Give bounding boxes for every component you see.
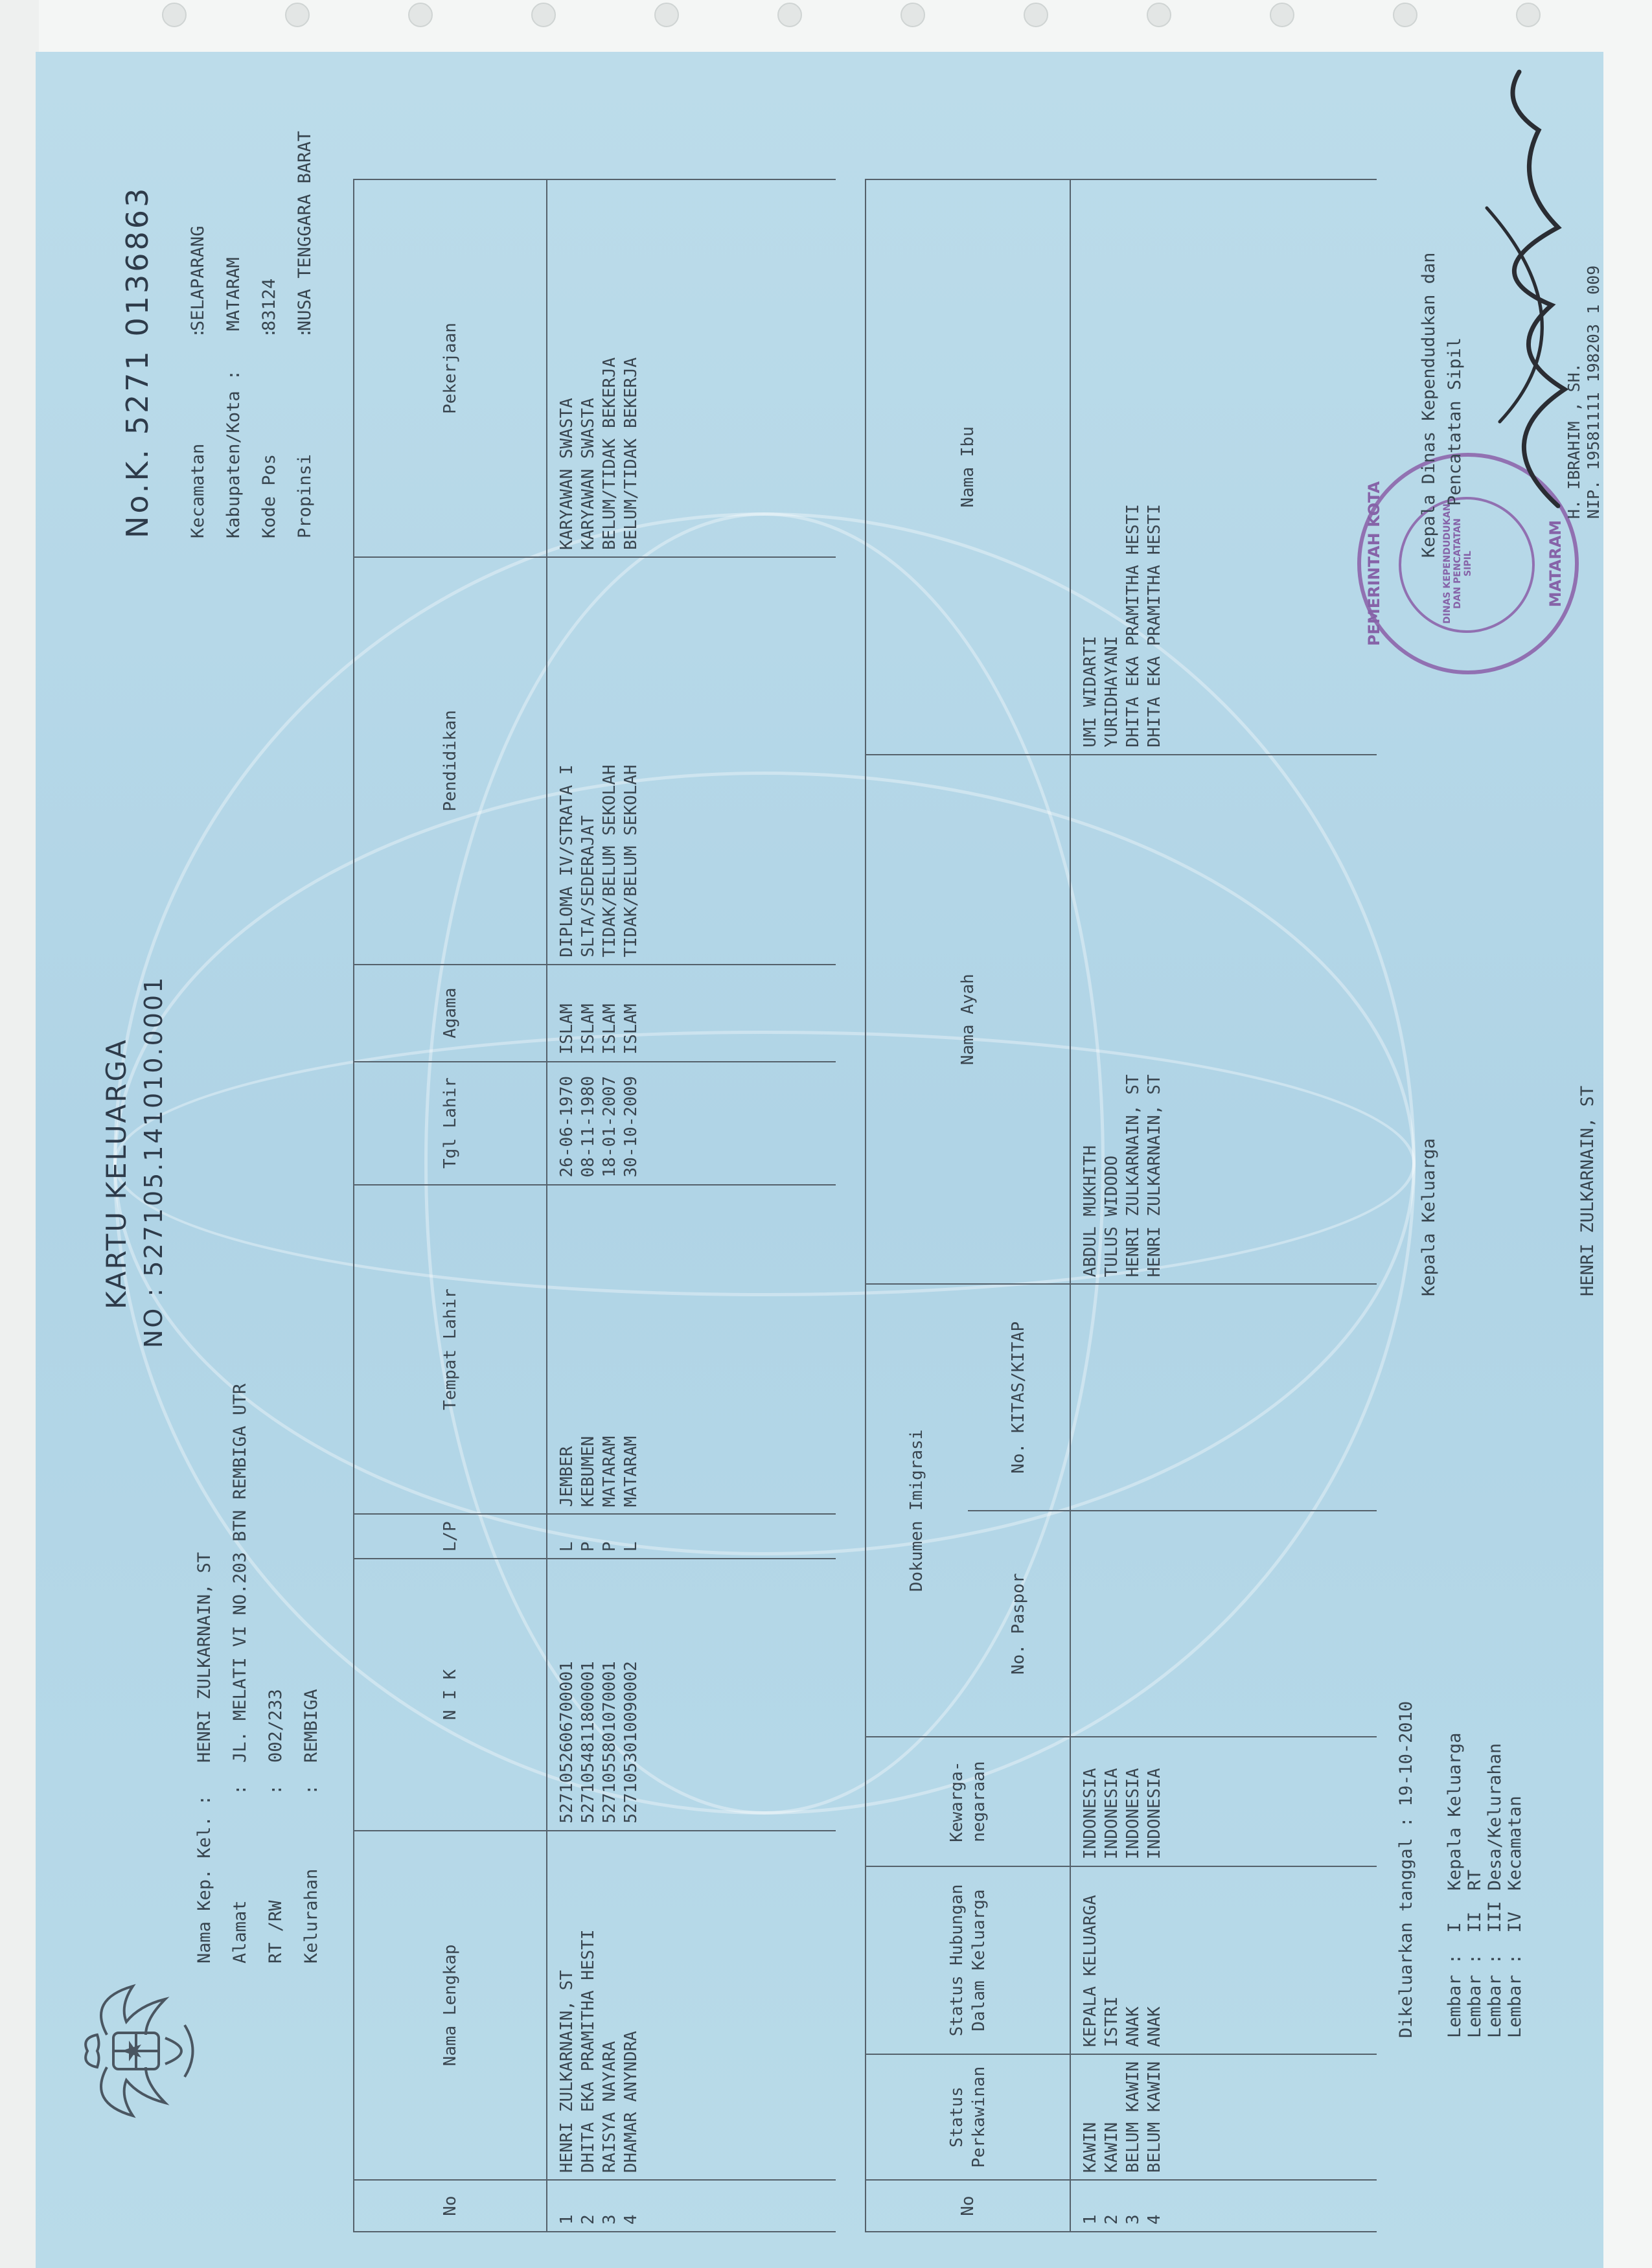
col-tgl-lahir (547, 1062, 836, 1185)
col-no (547, 2180, 836, 2232)
table-row-cell: 3 (599, 2214, 619, 2225)
col-header-kewarganegaraan: Kewarga- negaraan (866, 1737, 1070, 1866)
table-row-cell: BELUM KAWIN (1123, 2061, 1143, 2173)
col-header-status-perkawinan: Status Perkawinan (866, 2054, 1070, 2180)
lembar-item: Lembar : I Kepala Keluarga (1445, 1732, 1465, 2038)
col-header-nik: N I K (354, 1559, 547, 1830)
value-alamat: JL. MELATI VI NO.203 BTN REMBIGA UTR (230, 1383, 250, 1763)
table-row-cell: HENRI ZULKARNAIN, ST (1144, 1074, 1164, 1277)
table-row-cell: JEMBER (556, 1446, 577, 1507)
table-row-cell: MATARAM (599, 1436, 619, 1507)
col-header-kitas: No. KITAS/KITAP (968, 1285, 1070, 1511)
table-row-cell: 30-10-2009 (621, 1075, 641, 1178)
table-row-cell (1123, 1518, 1144, 1730)
col-header-agama: Agama (354, 965, 547, 1062)
lembar-list (1445, 1733, 1525, 2038)
col-header-nama: Nama Lengkap (354, 1831, 547, 2180)
table-row-cell: RAISYA NAYARA (599, 2041, 619, 2173)
col-hubungan (1070, 1866, 1377, 2054)
col-header-paspor: No. Paspor (968, 1511, 1070, 1737)
no-k-serial: No.K. 5271 0136863 (120, 185, 155, 538)
binder-hole (1147, 3, 1171, 27)
col-lp (547, 1514, 836, 1559)
value-kecamatan: SELAPARANG (188, 225, 208, 331)
table-row-cell: ANAK (1123, 2006, 1143, 2047)
table-row-cell: TIDAK/BELUM SEKOLAH (621, 764, 641, 957)
kepala-keluarga-name: HENRI ZULKARNAIN, ST (1577, 1085, 1598, 1296)
table-row-cell: UMI WIDARTI (1080, 636, 1100, 748)
col-nama-ayah (1070, 755, 1377, 1285)
family-members-table (353, 179, 836, 2232)
stamp-center-line: DINAS KEPENDUDUKAN (1442, 503, 1452, 624)
table-row-cell (1123, 1292, 1144, 1504)
binder-hole (408, 3, 433, 27)
col-nama-ibu (1070, 179, 1377, 755)
table-row-cell: L (556, 1541, 577, 1552)
binder-hole (1393, 3, 1417, 27)
table-row-cell (1144, 1518, 1165, 1730)
binder-hole (285, 3, 310, 27)
table-row-cell: KEPALA KELUARGA (1080, 1895, 1100, 2047)
table-row-cell: 5271055801070001 (599, 1661, 619, 1824)
table-row-cell: KEBUMEN (578, 1436, 598, 1507)
col-nik (547, 1559, 836, 1830)
table-row-cell: ISLAM (556, 1003, 577, 1055)
col-header-tempat-lahir: Tempat Lahir (354, 1185, 547, 1515)
binder-hole (1024, 3, 1048, 27)
family-status-table (865, 179, 1377, 2232)
stamp-top-text: PEMERINTAH KOTA (1365, 481, 1383, 647)
table-row-cell: DHAMAR ANYNDRA (621, 2030, 641, 2173)
label-rt-rw: RT /RW : (266, 1784, 286, 1964)
table-row-cell: KARYAWAN SWASTA (556, 398, 577, 550)
table-row-cell: P (578, 1541, 598, 1552)
table-row-cell: 1 (1080, 2214, 1100, 2225)
lembar-item: Lembar : IV Kecamatan (1505, 1796, 1525, 2038)
table-row-cell: BELUM/TIDAK BEKERJA (599, 357, 619, 550)
stamp-center-line: SIPIL (1463, 551, 1473, 577)
table-row-cell: ISTRI (1101, 1996, 1121, 2047)
table-row-cell: KAWIN (1101, 2122, 1121, 2173)
table-row-cell: BELUM KAWIN (1144, 2061, 1164, 2173)
label-kode-pos: Kode Pos : (259, 327, 279, 538)
table-row-cell: P (599, 1541, 619, 1552)
table-row-cell: 5271053010090002 (621, 1661, 641, 1824)
table-row-cell: BELUM/TIDAK BEKERJA (621, 357, 641, 550)
binder-hole (1516, 3, 1541, 27)
label-nama-kepala: Nama Kep. Kel. : (194, 1794, 214, 1964)
stamp-bottom-text: MATARAM (1546, 520, 1565, 608)
value-rt-rw: 002/233 (266, 1689, 286, 1763)
binder-hole (162, 3, 187, 27)
table-row-cell: SLTA/SEDERAJAT (578, 815, 598, 957)
col-header-nama-ibu: Nama Ibu (866, 179, 1070, 755)
value-nama-kepala: HENRI ZULKARNAIN, ST (194, 1552, 214, 1763)
col-agama (547, 965, 836, 1062)
col-tempat-lahir (547, 1185, 836, 1515)
col-header-lp: L/P (354, 1514, 547, 1559)
col-header-no: No (354, 2180, 547, 2232)
col-status-perkawinan (1070, 2054, 1377, 2180)
table-row-cell: DHITA EKA PRAMITHA HESTI (1123, 504, 1143, 748)
table-row-cell: INDONESIA (1080, 1768, 1100, 1860)
table-row-cell: 26-06-1970 (556, 1075, 577, 1178)
kartu-keluarga-card (36, 52, 1603, 2268)
col-kitas (1070, 1285, 1377, 1511)
table-row-cell: ANAK (1144, 2006, 1164, 2047)
document-number: NO : 527105.141010.0001 (139, 975, 168, 1348)
col-pendidikan (547, 557, 836, 965)
table-row-cell: YURIDHAYANI (1101, 636, 1121, 748)
binder-hole (777, 3, 802, 27)
binder-hole (531, 3, 556, 27)
table-row-cell: HENRI ZULKARNAIN, ST (1123, 1074, 1143, 1277)
col-header-dokumen-imigrasi: Dokumen Imigrasi (866, 1285, 968, 1737)
table-row-cell: KARYAWAN SWASTA (578, 398, 598, 550)
table-row-cell: ABDUL MUKHITH (1080, 1145, 1100, 1277)
dinas-title-line1: Kepala Dinas Kependudukan dan (1419, 252, 1439, 558)
binder-hole (1270, 3, 1294, 27)
lembar-item: Lembar : III Desa/Kelurahan (1485, 1743, 1505, 2038)
table-row-cell: 3 (1123, 2214, 1143, 2225)
col-header-tgl-lahir: Tgl Lahir (354, 1062, 547, 1185)
table-row-cell: INDONESIA (1123, 1768, 1143, 1860)
table-row-cell (1101, 1518, 1123, 1730)
table-body (547, 179, 836, 2232)
table-row-cell: 2 (578, 2214, 598, 2225)
label-kabupaten-kota: Kabupaten/Kota : (224, 369, 244, 538)
table-row-cell: DHITA EKA PRAMITHA HESTI (578, 1929, 598, 2173)
binder-hole (654, 3, 679, 27)
table-row-cell: 5271054811800001 (578, 1661, 598, 1824)
label-alamat: Alamat : (230, 1784, 250, 1964)
value-propinsi: NUSA TENGGARA BARAT (295, 131, 315, 331)
binder-hole (901, 3, 925, 27)
col-pekerjaan (547, 179, 836, 557)
table-row-cell: KAWIN (1080, 2122, 1100, 2173)
table-row-cell: L (621, 1541, 641, 1552)
table-row-cell: ISLAM (599, 1003, 619, 1055)
garuda-emblem-icon (62, 1973, 217, 2129)
table-row-cell: TIDAK/BELUM SEKOLAH (599, 764, 619, 957)
col-nama (547, 1831, 836, 2180)
document-title: KARTU KELUARGA (100, 1038, 132, 1309)
value-kode-pos: 83124 (259, 278, 279, 331)
col-header-pekerjaan: Pekerjaan (354, 179, 547, 557)
col-header-nama-ayah: Nama Ayah (866, 755, 1070, 1285)
col-paspor (1070, 1511, 1377, 1737)
col-no (1070, 2180, 1377, 2232)
stamp-center-line: DAN PENCATATAN (1452, 518, 1463, 609)
issued-date: Dikeluarkan tanggal : 19-10-2010 (1396, 1701, 1416, 2038)
table-row-cell: 4 (1144, 2214, 1164, 2225)
table-row-cell: ISLAM (578, 1003, 598, 1055)
table-row-cell: MATARAM (621, 1436, 641, 1507)
label-kecamatan: Kecamatan : (188, 327, 208, 538)
table-row-cell: 4 (621, 2214, 641, 2225)
table-row-cell: TULUS WIDODO (1101, 1155, 1121, 1277)
table-header-row (866, 179, 968, 2232)
table-row-cell: 2 (1101, 2214, 1121, 2225)
col-kewarganegaraan (1070, 1737, 1377, 1866)
label-propinsi: Propinsi : (295, 327, 315, 538)
col-header-no: No (866, 2180, 1070, 2232)
official-nip: NIP. 19581111 198203 1 009 (1584, 265, 1603, 519)
table-row-cell: HENRI ZULKARNAIN, ST (556, 1970, 577, 2173)
page-margin-strip (0, 0, 39, 2268)
value-kelurahan: REMBIGA (301, 1689, 321, 1763)
table-row-cell: 1 (556, 2214, 577, 2225)
value-kabupaten-kota: MATARAM (224, 257, 244, 331)
table-row-cell (1144, 1292, 1165, 1504)
table-row-cell: 5271052606700001 (556, 1661, 577, 1824)
table-row-cell: ISLAM (621, 1003, 641, 1055)
col-header-hubungan: Status Hubungan Dalam Keluarga (866, 1866, 1070, 2054)
col-header-pendidikan: Pendidikan (354, 557, 547, 965)
dinas-title-line2: Pencatatan Sipil (1445, 337, 1465, 506)
lembar-item: Lembar : II RT (1465, 1869, 1485, 2038)
table-row-cell: INDONESIA (1144, 1768, 1164, 1860)
table-row-cell: DHITA EKA PRAMITHA HESTI (1144, 504, 1164, 748)
table-row-cell (1080, 1518, 1101, 1730)
table-header-row (354, 179, 547, 2232)
table-row-cell (1101, 1292, 1123, 1504)
table-row-cell: INDONESIA (1101, 1768, 1121, 1860)
kepala-keluarga-label: Kepala Keluarga (1419, 1138, 1439, 1296)
table-row-cell: 08-11-1980 (578, 1075, 598, 1178)
table-row-cell (1080, 1292, 1101, 1504)
official-name: H. IBRAHIM , SH. (1565, 363, 1583, 519)
binder-holes (0, 0, 1652, 39)
label-kelurahan: Kelurahan : (301, 1784, 321, 1964)
table-body (1070, 179, 1377, 2232)
table-row-cell: DIPLOMA IV/STRATA I (556, 764, 577, 957)
table-row-cell: 18-01-2007 (599, 1075, 619, 1178)
